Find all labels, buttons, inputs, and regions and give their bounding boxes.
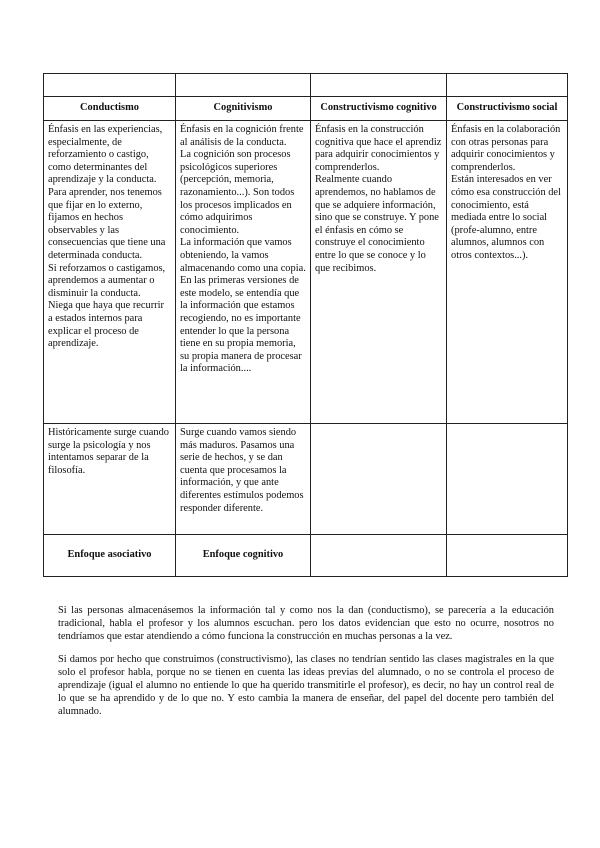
empty-row [44,74,568,97]
paragraph: Si las personas almacenásemos la información tal y como nos la dan (conductismo), se parecería a la educación tradicional, habla el profesor y los alumnos escuchan. pero los datos evidencian que esto no ocurre, nosotros no tendríamos que estar atendiendo a cómo funciona la construcción en muchas personas a la vez. [58,605,554,643]
cell-paragraph: La información que vamos obteniendo, la vamos almacenando como una copia. [180,237,306,274]
empty-cell [311,535,447,577]
description-row [44,121,568,424]
header-row [44,97,568,121]
cell-paragraph: Surge cuando vamos siendo más maduros. Pasamos una serie de hechos, y se dan cuenta que procesamos la información, y que ante diferentes estímulos podemos responder diferente. [180,427,304,514]
history-row [44,424,568,535]
cell-paragraph: Énfasis en la cognición frente al análisis de la conducta. [180,124,304,148]
header-cognitivismo: Cognitivismo [176,97,311,121]
header-constructivismo-social: Constructivismo social [447,97,568,121]
header-conductismo: Conductismo [44,97,176,121]
cell-paragraph: Realmente cuando aprendemos, no hablamos de que se adquiere información, sino que se construye. Y pone el énfasis en cómo se construye el conocimiento entre lo que se conoce y lo que recibimos. [315,174,439,274]
conductismo-cell [44,121,176,424]
empty-cell [44,74,176,97]
empty-cell [447,424,568,535]
body-text [58,604,554,728]
cell-paragraph: Están interesados en ver cómo esa construcción del conocimiento, está mediada entre lo social (profe-alumno, entre alumnos, alumnos con otros contextos...). [451,174,561,261]
history-cognitivismo-cell [176,424,311,535]
approach-asociativo: Enfoque asociativo [44,535,176,577]
constructivismo-cognitivo-cell [311,121,447,424]
comparison-table [43,73,568,577]
constructivismo-social-cell [447,121,568,424]
empty-cell [176,74,311,97]
cell-paragraph: Para aprender, nos tenemos que fijar en lo externo, fijamos en hechos observables y las consecuencias que tiene una determinada conducta. [48,186,166,261]
header-constructivismo-cognitivo: Constructivismo cognitivo [311,97,447,121]
cell-paragraph: Históricamente surge cuando surge la psicología y nos intentamos separar de la filosofía. [48,427,169,476]
empty-cell [447,535,568,577]
cognitivismo-cell [176,121,311,424]
empty-cell [447,74,568,97]
cell-paragraph: La cognición son procesos psicológicos superiores (percepción, memoria, razonamiento...). Son todos los procesos implicados en cómo adquirimos conocimiento. [180,149,295,236]
cell-paragraph: En las primeras versiones de este modelo, se entendía que la información que estamos recogiendo, no es importante entender lo que la persona tiene en su propia memoria, su propia manera de procesar la información.... [180,275,302,375]
cell-paragraph: Niega que haya que recurrir a estados internos para explicar el proceso de aprendizaje. [48,300,164,350]
paragraph: Si damos por hecho que construimos (constructivismo), las clases no tendrían sentido las clases magistrales en la que solo el profesor habla, porque no se tienen en cuenta las ideas previas del alumnado, o no se controla el proceso de aprendizaje (igual el alumno no entiende lo que ha querido transmitirle el profesor), es decir, no hay un control real de lo que se ha aprendido y de lo que no. Y esto cambia la manera de enseñar, del papel del docente pero también del alumnado. [58,653,554,718]
approach-cognitivo: Enfoque cognitivo [176,535,311,577]
history-conductismo-cell [44,424,176,535]
cell-paragraph: Énfasis en la construcción cognitiva que hace el aprendiz para adquirir conocimientos y comprenderlos. [315,124,442,173]
approach-row [44,535,568,577]
cell-paragraph: Énfasis en la colaboración con otras personas para adquirir conocimientos y comprenderlos. [451,124,561,173]
cell-paragraph: Énfasis en las experiencias, especialmente, de reforzamiento o castigo, como determinantes del aprendizaje y la conducta. [48,124,163,186]
empty-cell [311,74,447,97]
empty-cell [311,424,447,535]
cell-paragraph: Si reforzamos o castigamos, aprendemos a aumentar o disminuir la conducta. [48,262,166,299]
